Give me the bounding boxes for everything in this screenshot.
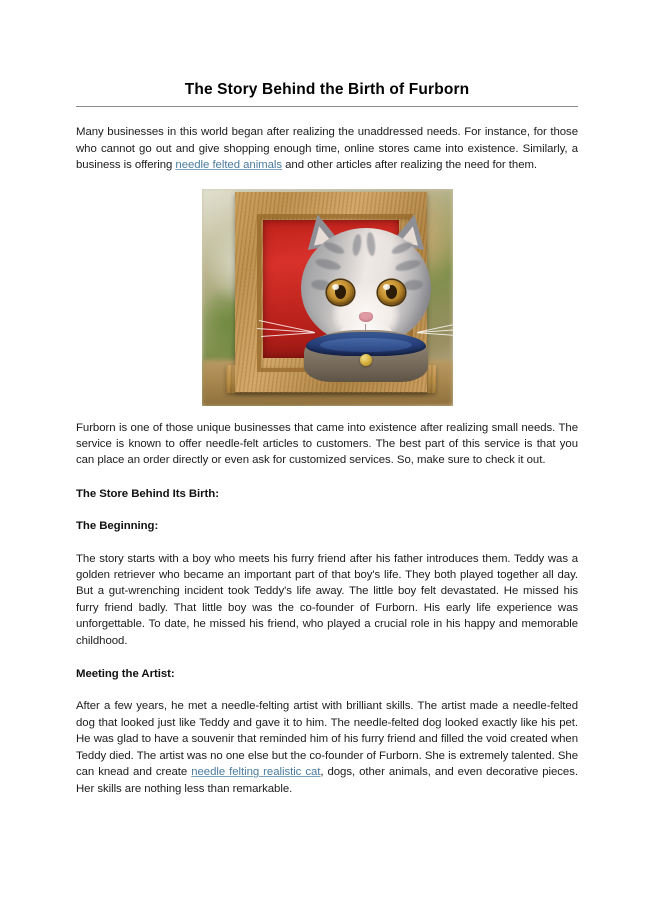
- cat-eye-left: [327, 280, 354, 305]
- spacer: [76, 535, 578, 551]
- cat-head: [301, 228, 431, 344]
- cat-eye-glint-left: [332, 284, 339, 290]
- spacer: [76, 469, 578, 486]
- title-divider: [76, 106, 578, 107]
- wooden-frame: [235, 192, 427, 392]
- cat-stripe: [314, 257, 341, 272]
- artist-text-after-link: , dogs, other animals, and even decorative pieces. Her skills are nothing less than remarkable.: [76, 766, 578, 795]
- intro-text-after-link: and other articles after realizing the need for them.: [282, 159, 538, 172]
- spacer: [76, 502, 578, 518]
- heading-meeting-the-artist: Meeting the Artist:: [76, 668, 175, 681]
- intro-paragraph: [76, 124, 578, 173]
- cat-stripe: [365, 231, 375, 256]
- document-content: [76, 0, 578, 797]
- cat-stripe: [351, 233, 362, 256]
- felted-cat-photo: [202, 189, 453, 406]
- spacer: [76, 649, 578, 666]
- needle-felting-realistic-cat-link[interactable]: needle felting realistic cat: [191, 766, 321, 779]
- intro-text-before-link: Many businesses in this world began after realizing the unaddressed needs. For instance, for those who cannot go out and give shopping enough time, online stores came into existence. Similarly, a business is offering: [76, 126, 578, 172]
- cat-stripe: [322, 239, 345, 255]
- heading-store-behind-its-birth: The Store Behind Its Birth:: [76, 487, 219, 500]
- cat-stripe: [402, 279, 423, 291]
- page-title: The Story Behind the Birth of Furborn: [184, 81, 470, 98]
- cat-eye-right: [378, 280, 405, 305]
- cat-stripe: [394, 258, 421, 273]
- heading-the-beginning: The Beginning:: [76, 520, 159, 533]
- cat-collar-fold: [320, 338, 412, 352]
- cat-stripe: [390, 239, 413, 255]
- spacer: [76, 682, 578, 698]
- felted-cat-figure: [290, 212, 442, 382]
- furborn-paragraph: Furborn is one of those unique businesses that came into existence after realizing small needs. The service is known to offer needle-felt articles to customers. The best part of this service is that you can place an order directly or even ask for customized services. So, make sure to check it out.: [76, 421, 578, 467]
- cat-nose: [359, 312, 373, 322]
- cat-bell: [360, 354, 372, 366]
- cat-eye-glint-right: [383, 284, 390, 290]
- artist-paragraph: [76, 698, 578, 796]
- figure-container: [76, 189, 578, 406]
- artist-text-before-link: After a few years, he met a needle-felting artist with brilliant skills. The artist made a needle-felted dog that looked just like Teddy and gave it to him. The needle-felted dog looked exactly like his pet. He was glad to have a souvenir that reminded him of his furry friend and filled the void created when Teddy died. The artist was no one else but the co-founder of Furborn. She is extremely talented. She can knead and create: [76, 700, 578, 779]
- beginning-paragraph: The story starts with a boy who meets his furry friend after his father introduces them. Teddy was a golden retriever who became an important part of that boy's life. They both played together all day. But a gut-wrenching incident took Teddy's life away. The little boy felt devastated. He missed his furry friend badly. That little boy was the co-founder of Furborn. His early life experience was unforgettable. To date, he missed his friend, who played a crucial role in his happy and memorable childhood.: [76, 552, 578, 647]
- needle-felted-animals-link[interactable]: needle felted animals: [175, 159, 283, 172]
